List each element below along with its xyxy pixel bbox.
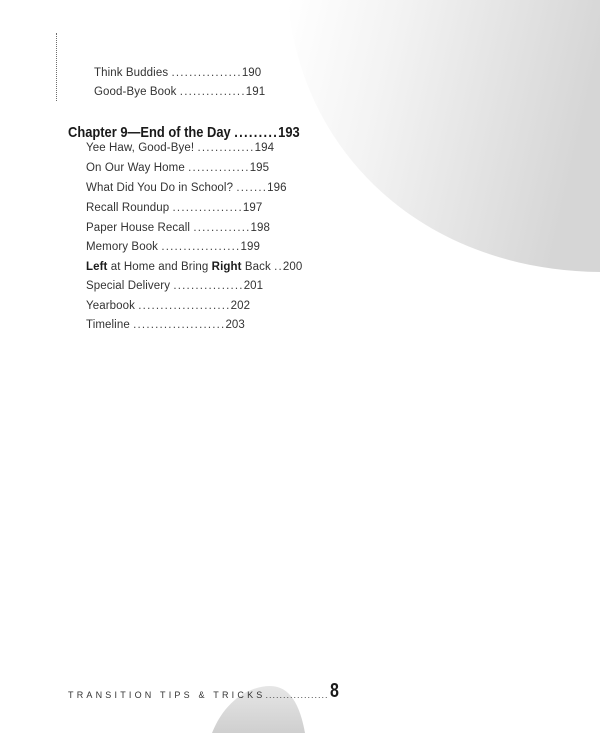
toc-entry-page: 190 xyxy=(241,67,262,79)
toc-entry-title: On Our Way Home xyxy=(86,162,185,174)
toc-entry-page: 202 xyxy=(230,300,251,312)
toc-entry-title: Think Buddies xyxy=(94,67,169,79)
toc-entry-title: Good-Bye Book xyxy=(94,86,177,98)
toc-entry-title xyxy=(86,261,271,273)
toc-entry-title: Paper House Recall xyxy=(86,222,191,234)
toc-entry[interactable] xyxy=(94,85,265,99)
toc-entry[interactable] xyxy=(86,141,274,155)
toc-entry[interactable] xyxy=(86,299,250,313)
toc-entry-page: 191 xyxy=(245,86,266,98)
title-end: Back xyxy=(241,261,271,273)
toc-entry-title: Timeline xyxy=(86,319,130,331)
page-number: 8 xyxy=(329,680,339,702)
running-footer-title: TRANSITION TIPS & TRICKS xyxy=(68,690,266,700)
margin-dotted-rule xyxy=(56,33,57,101)
toc-entry-page: 200 xyxy=(282,261,303,273)
toc-entry-title: Yee Haw, Good-Bye! xyxy=(86,142,195,154)
toc-entry[interactable] xyxy=(86,260,302,274)
toc-entry-title: Special Delivery xyxy=(86,280,171,292)
toc-entry-title: Yearbook xyxy=(86,300,135,312)
footer-leader-dots: .................. xyxy=(265,690,329,700)
toc-entry[interactable] xyxy=(86,181,287,195)
emphasis-right: Right xyxy=(211,261,242,273)
toc-leader-dots: ............... xyxy=(179,86,246,98)
toc-leader-dots: ..................... xyxy=(138,300,231,312)
toc-entry[interactable] xyxy=(86,221,270,235)
toc-entry[interactable] xyxy=(86,201,262,215)
toc-leader-dots: ..................... xyxy=(133,319,226,331)
toc-leader-dots: ................ xyxy=(173,280,244,292)
toc-entry-page: 197 xyxy=(242,202,263,214)
toc-entry-page: 201 xyxy=(243,280,264,292)
toc-entry-page: 198 xyxy=(250,222,271,234)
toc-entry-title: Recall Roundup xyxy=(86,202,170,214)
toc-entry-page: 195 xyxy=(249,162,270,174)
toc-leader-dots: ....... xyxy=(236,182,268,194)
toc-entry-page: 194 xyxy=(254,142,275,154)
toc-leader-dots: ............. xyxy=(197,142,255,154)
toc-leader-dots: .. xyxy=(274,261,283,273)
toc-entry-page: 199 xyxy=(240,241,260,253)
toc-leader-dots: .............. xyxy=(188,162,250,174)
toc-entry[interactable] xyxy=(86,279,263,293)
chapter-leader-dots: ......... xyxy=(234,124,279,141)
toc-entry-title: Memory Book xyxy=(86,241,159,253)
chapter-title: Chapter 9—End of the Day xyxy=(68,124,231,141)
toc-leader-dots: ................ xyxy=(172,202,243,214)
toc-entry-page: 196 xyxy=(267,182,287,194)
emphasis-left: Left xyxy=(86,261,108,273)
toc-entry[interactable] xyxy=(94,66,261,80)
toc-entry[interactable] xyxy=(86,240,260,254)
title-middle: at Home and Bring xyxy=(107,261,212,273)
chapter-heading[interactable] xyxy=(68,124,300,142)
toc-entry-title: What Did You Do in School? xyxy=(86,182,234,194)
toc-leader-dots: ................ xyxy=(171,67,242,79)
toc-entry[interactable] xyxy=(86,161,269,175)
page-footer xyxy=(68,681,341,701)
toc-entry-page: 203 xyxy=(225,319,245,331)
toc-leader-dots: ............. xyxy=(193,222,251,234)
toc-entry[interactable] xyxy=(86,318,245,332)
toc-leader-dots: .................. xyxy=(161,241,241,253)
chapter-page: 193 xyxy=(278,124,300,141)
